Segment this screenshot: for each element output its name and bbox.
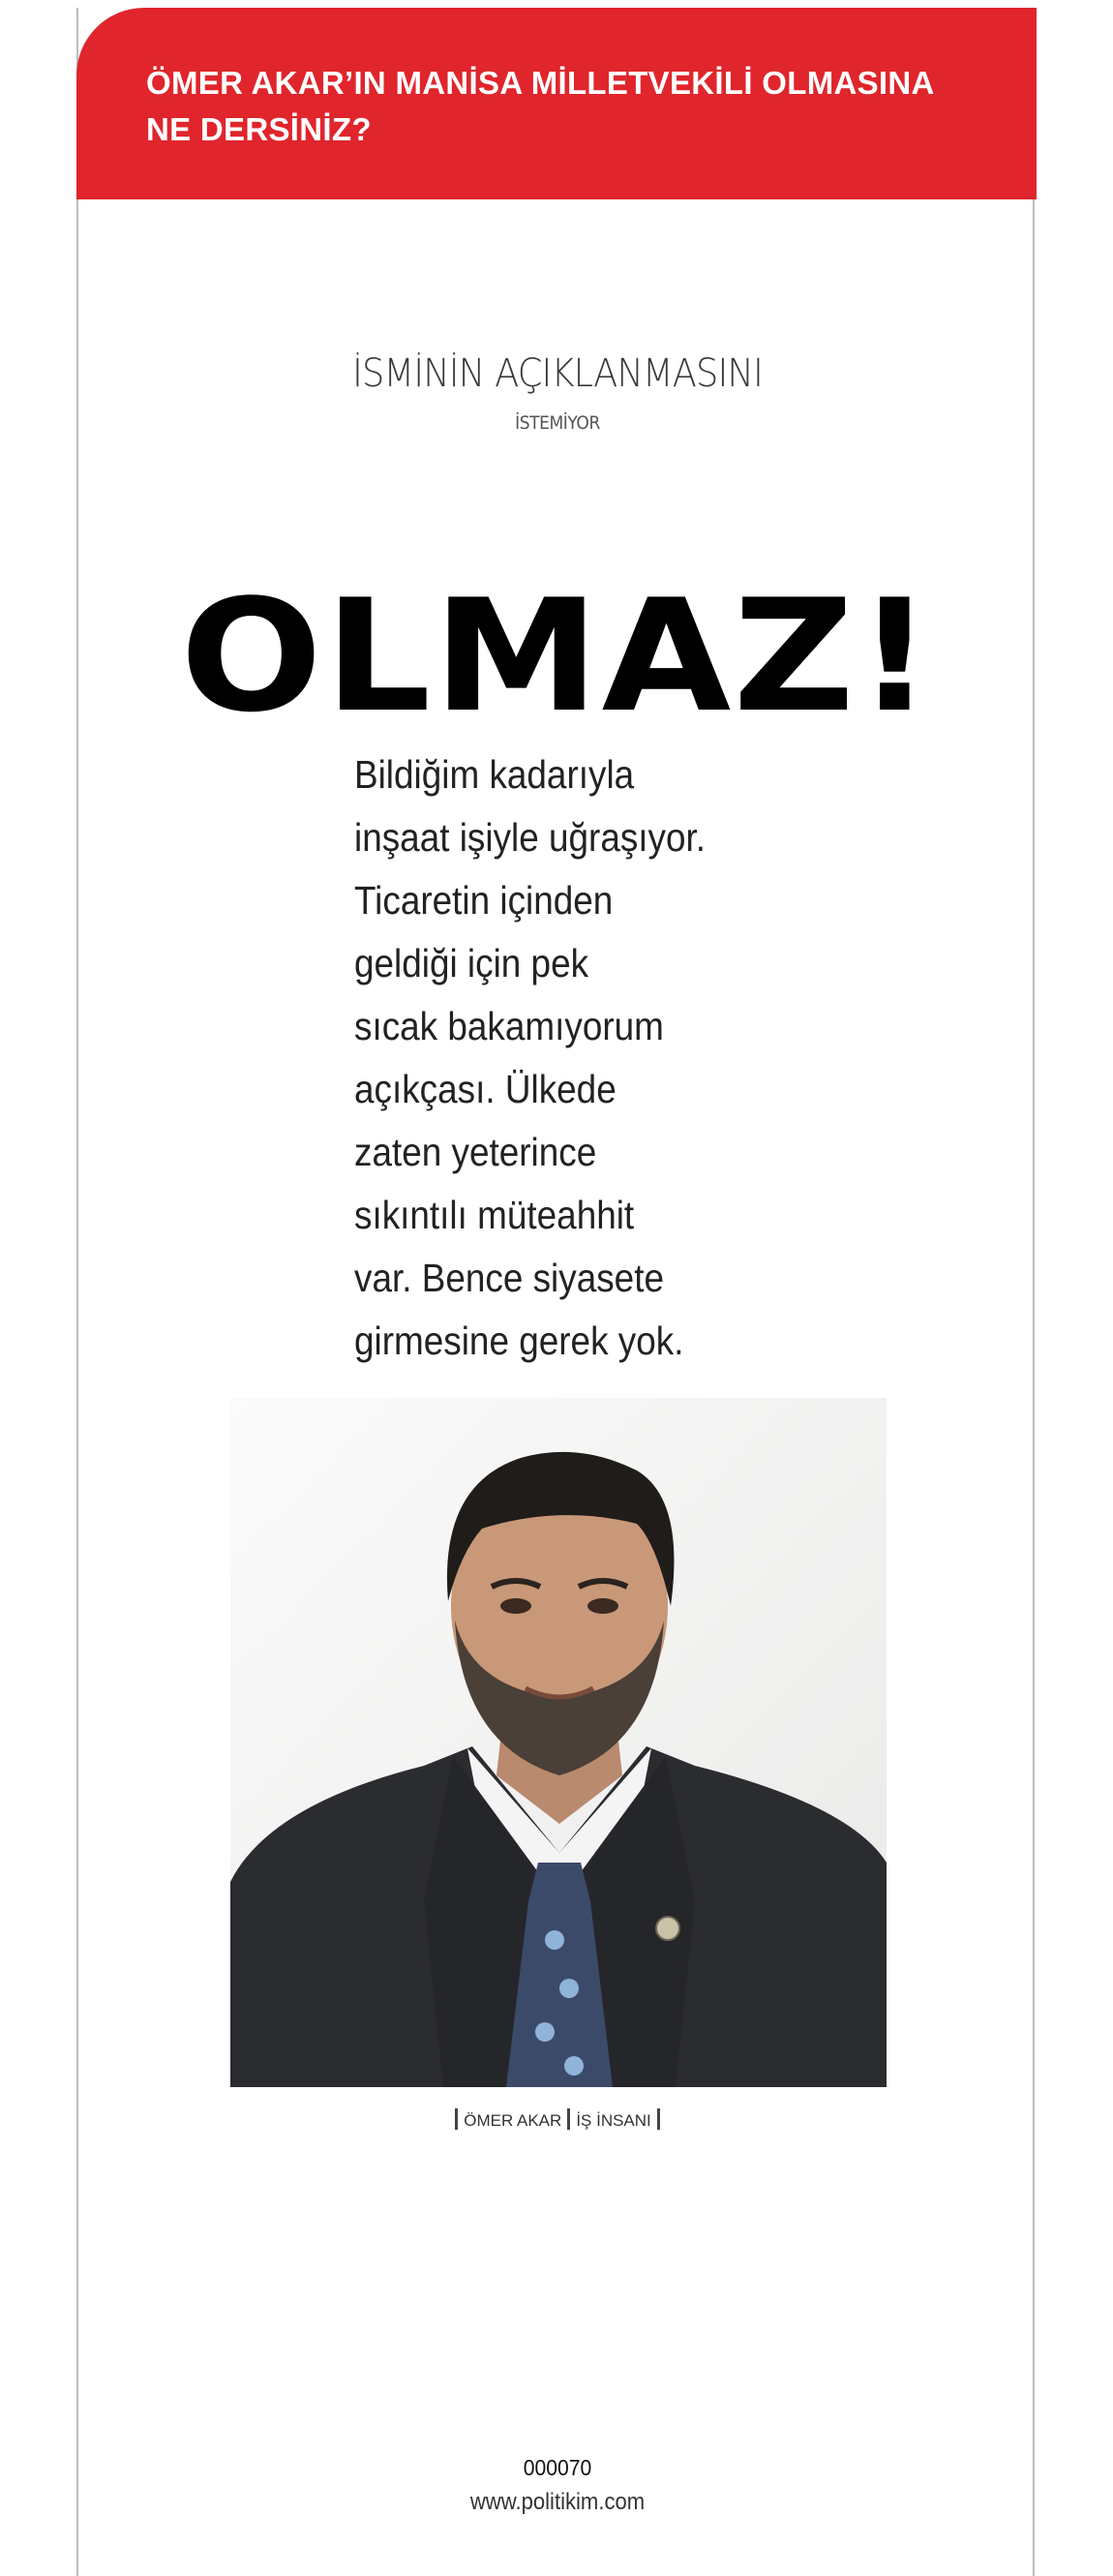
caption-name: ÖMER AKAR bbox=[464, 2111, 562, 2130]
eye-right bbox=[587, 1598, 618, 1614]
quote-line: geldiği için pek bbox=[354, 941, 589, 985]
quote-line: Bildiğim kadarıyla bbox=[354, 752, 635, 797]
lapel-pin bbox=[656, 1917, 679, 1940]
poll-card bbox=[76, 8, 1035, 2576]
quote-line: açıkçası. Ülkede bbox=[354, 1067, 617, 1111]
photo-caption bbox=[78, 2108, 1037, 2131]
question-header bbox=[76, 8, 1037, 199]
quote-line: Ticaretin içinden bbox=[354, 878, 614, 923]
question-title-line-1: ÖMER AKAR’IN MANİSA MİLLETVEKİLİ OLMASINA bbox=[146, 65, 935, 101]
quote-line: var. Bence siyasete bbox=[354, 1256, 664, 1300]
respondent-anonymous-sublabel: İSTEMİYOR bbox=[515, 412, 600, 434]
quote-line: inşaat işiyle uğraşıyor. bbox=[354, 815, 707, 860]
candidate-portrait-photo bbox=[230, 1398, 887, 2087]
quote-line: zaten yeterince bbox=[354, 1130, 597, 1174]
quote-line: sıkıntılı müteahhit bbox=[354, 1193, 635, 1237]
caption-divider bbox=[455, 2108, 458, 2130]
portrait-illustration bbox=[230, 1398, 887, 2087]
eye-left bbox=[500, 1598, 531, 1614]
verdict-headline: OLMAZ! bbox=[180, 565, 935, 746]
respondent-quote bbox=[354, 743, 755, 1373]
website-link[interactable]: www.politikim.com bbox=[469, 2489, 646, 2515]
question-title-line-2: NE DERSİNİZ? bbox=[146, 111, 372, 147]
survey-code: 000070 bbox=[523, 2455, 592, 2480]
quote-line: girmesine gerek yok. bbox=[354, 1318, 684, 1363]
quote-line: sıcak bakamıyorum bbox=[354, 1004, 664, 1048]
caption-divider bbox=[567, 2108, 570, 2130]
caption-occupation: İŞ İNSANI bbox=[576, 2111, 651, 2130]
question-title bbox=[146, 60, 998, 153]
respondent-anonymous-label: İSMİNİN AÇIKLANMASINI bbox=[352, 351, 763, 396]
caption-divider bbox=[657, 2108, 660, 2130]
